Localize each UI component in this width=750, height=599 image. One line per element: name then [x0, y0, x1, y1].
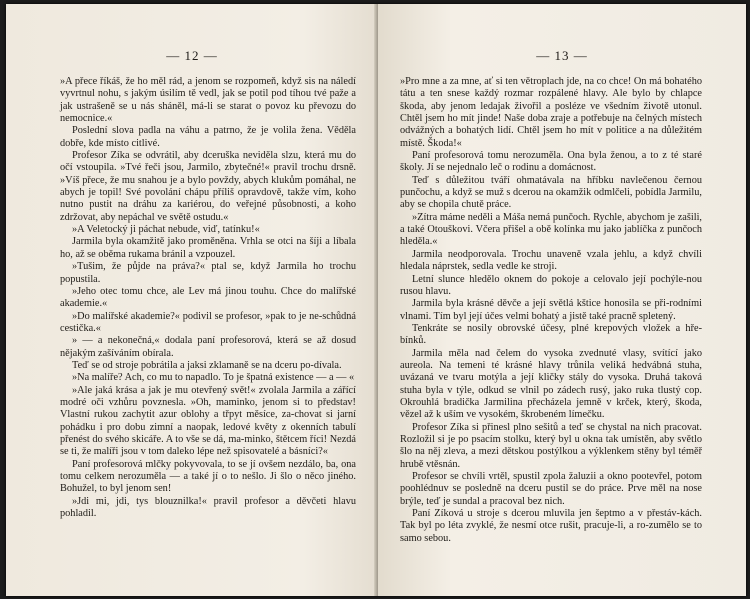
- paragraph: Jarmila byla okamžitě jako proměněna. Vrhla se otci na šíji a líbala ho, až se oběma rukama bránil a vzpouzel.: [60, 236, 356, 260]
- page-text: [60, 76, 356, 520]
- page-number: — 13 —: [536, 48, 588, 63]
- paragraph: Teď s důležitou tváří ohmatávala na hříbku navlečenou černou punčochu, a když se muž s dcerou na okamžik odmlčeli, pobídla Jarmilu, aby se chopila chutě práce.: [400, 174, 702, 211]
- left-page: [6, 4, 378, 596]
- paragraph: » — a nekonečná,« dodala paní profesorová, která se až dosud nějakým zašíváním obírala.: [60, 335, 356, 359]
- paragraph: Tenkráte se nosily obrovské účesy, plné krepových vložek a hře-bínků.: [400, 322, 702, 347]
- paragraph: »A přece říkáš, že ho měl rád, a jenom se rozpomeň, když sis na náledí vyvrtnul nohu, s jakým úsilím tě vedl, jak se potil pod tíhou tvé paže a jak ustrašeně se u nás sháněl, má-li se starat o povoz ku převozu do nemocnice.«: [60, 76, 356, 125]
- paragraph: Letní slunce hledělo oknem do pokoje a celovalo její pochýle-nou rusou hlavu.: [400, 273, 702, 297]
- paragraph: Profesor se chvíli vrtěl, spustil zpola žaluzii a okno pootevřel, potom poohlédnuv se posledně na dceru pustil se do práce. Prve měl na nose brýle, teď je sundal a pracoval bez nich.: [400, 471, 702, 507]
- paragraph: Profesor Zíka si přinesl plno sešitů a teď se chystal na nich pracovat. Rozložil si je po psacím stolku, který byl u okna tak umístěn, aby světlo šlo na něj zleva, a mezi dětskou postýlkou a výklenkem stěny byl téměř hrubě vtěsnán.: [400, 421, 702, 470]
- paragraph: Jarmila měla nad čelem do vysoka zvednuté vlasy, svítící jako aureola. Na temeni té krásné hlavy trůnila veliká hedvábná stuha, uvázaná ve tvaru motýla a její kličky stály do vysoka. Druhá taková stuha byla v týle, odkud se vlnil po zádech rusý, jako ruka tlustý cop. Okrouhlá bradička Jarmilina přecházela jemně v krček, který, škoda, vězel až k uším ve vysokém, škrobeném límečku.: [400, 347, 702, 421]
- paragraph: Jarmila neodporovala. Trochu unaveně vzala jehlu, a když chvíli hledala náprstek, sedla vedle ke stroji.: [400, 248, 702, 273]
- paragraph: »Jdi mi, jdi, tys blouznilka!« pravil profesor a děvčeti hlavu pohladil.: [60, 495, 356, 520]
- paragraph: »Do malířské akademie?« podivil se profesor, »pak to je ne-schůdná cestička.«: [60, 310, 356, 334]
- paragraph: »Zítra máme neděli a Máša nemá punčoch. Rychle, abychom je zašili, a také Otouškovi. Včera přišel a obě kolínka mu jako jablíčka z punčoch hleděla.«: [400, 211, 702, 248]
- paragraph: »Jeho otec tomu chce, ale Lev má jinou touhu. Chce do malířské akademie.«: [60, 285, 356, 310]
- paragraph: Poslední slova padla na váhu a patrno, že je volila žena. Věděla dobře, kde místo citlivé.: [60, 125, 356, 149]
- paragraph: Paní profesorová mlčky pokyvovala, to se jí ovšem nezdálo, ba, ona tomu celkem nerozuměla — a také jí o to nešlo. Ji šlo o něco jiného. Bohužel, to byl jenom sen!: [60, 458, 356, 495]
- page-text: [400, 76, 702, 545]
- paragraph: »Pro mne a za mne, ať si ten větroplach jde, na co chce! On má bohatého tátu a ten snese každý rozmar rozpálené hlavy. Ale bylo by chlapce škoda, aby jenom ledajak živořil a posléze ve všedním životě utonul. Chtěl jsem ho mít jinde! Naše doba zraje a potřebuje na čelných místech odvážných a bohatých lidí. Chtěl jsem ho mít v politice a na důležitém místě. Škoda!«: [400, 76, 702, 149]
- page-number: — 12 —: [166, 48, 218, 63]
- paragraph: Paní profesorová tomu nerozuměla. Ona byla ženou, a to z té staré školy. Jí se nejednalo leč o rodinu a domácnost.: [400, 150, 702, 174]
- book-spread: [6, 4, 746, 596]
- paragraph: Profesor Zíka se odvrátil, aby dceruška neviděla slzu, která mu do očí vstoupila. »Tvé řeči jsou, Jarmilo, zbytečné!« pravil trochu drsně. »Víš přece, že mu snahou je a bylo povždy, abych klukům pomáhal, ne abych je topil! Své povolání chápu příliš opravdově, takže vím, koho nutno pustit na dráhu za kariérou, do veřejné působnosti, a koho zdržovat, aby nepáchal ve světě ostudu.«: [60, 150, 356, 223]
- paragraph: Paní Zíková u stroje s dcerou mluvila jen šeptmo a v přestáv-kách. Tak byl po léta zvyklé, že nesmí otce rušit, pracuje-li, a ro-zumělo se to samo sebou.: [400, 508, 702, 544]
- paragraph: »Na malíře? Ach, co mu to napadlo. To je špatná existence — a — «: [72, 372, 355, 384]
- paragraph: Teď se od stroje pobrátila a jaksi zklamaně se na dceru po-dívala.: [72, 359, 342, 371]
- paragraph: »Ale jaká krása a jak je mu otevřený svět!« zvolala Jarmila a zářící modré oči vzhůru povznesla. »Oh, maminko, jenom si to představ! Vlastní rukou zachytit azur oblohy a třpyt měsíce, za-chovat si jarní pohádku i pro dobu zimní a naopak, ledové květy z okenních tabulí přenést do svého skicáře. A to vše se dá, ma-minko, štětcem říci! Nezdá se ti, že malíři jsou v tom daleko lépe než spisovatelé a básníci?«: [60, 384, 356, 458]
- right-page: [378, 4, 746, 596]
- paragraph: »Tušim, že půjde na práva?« ptal se, když Jarmila ho trochu popustila.: [60, 261, 356, 285]
- paragraph: »A Veletocký ji páchat nebude, viď, tatínku!«: [72, 224, 260, 236]
- paragraph: Jarmila byla krásné děvče a její světlá kštice honosila se při-rodními vlnami. Tím byl její účes velmi bohatý a jistě také pracně spletený.: [400, 298, 702, 322]
